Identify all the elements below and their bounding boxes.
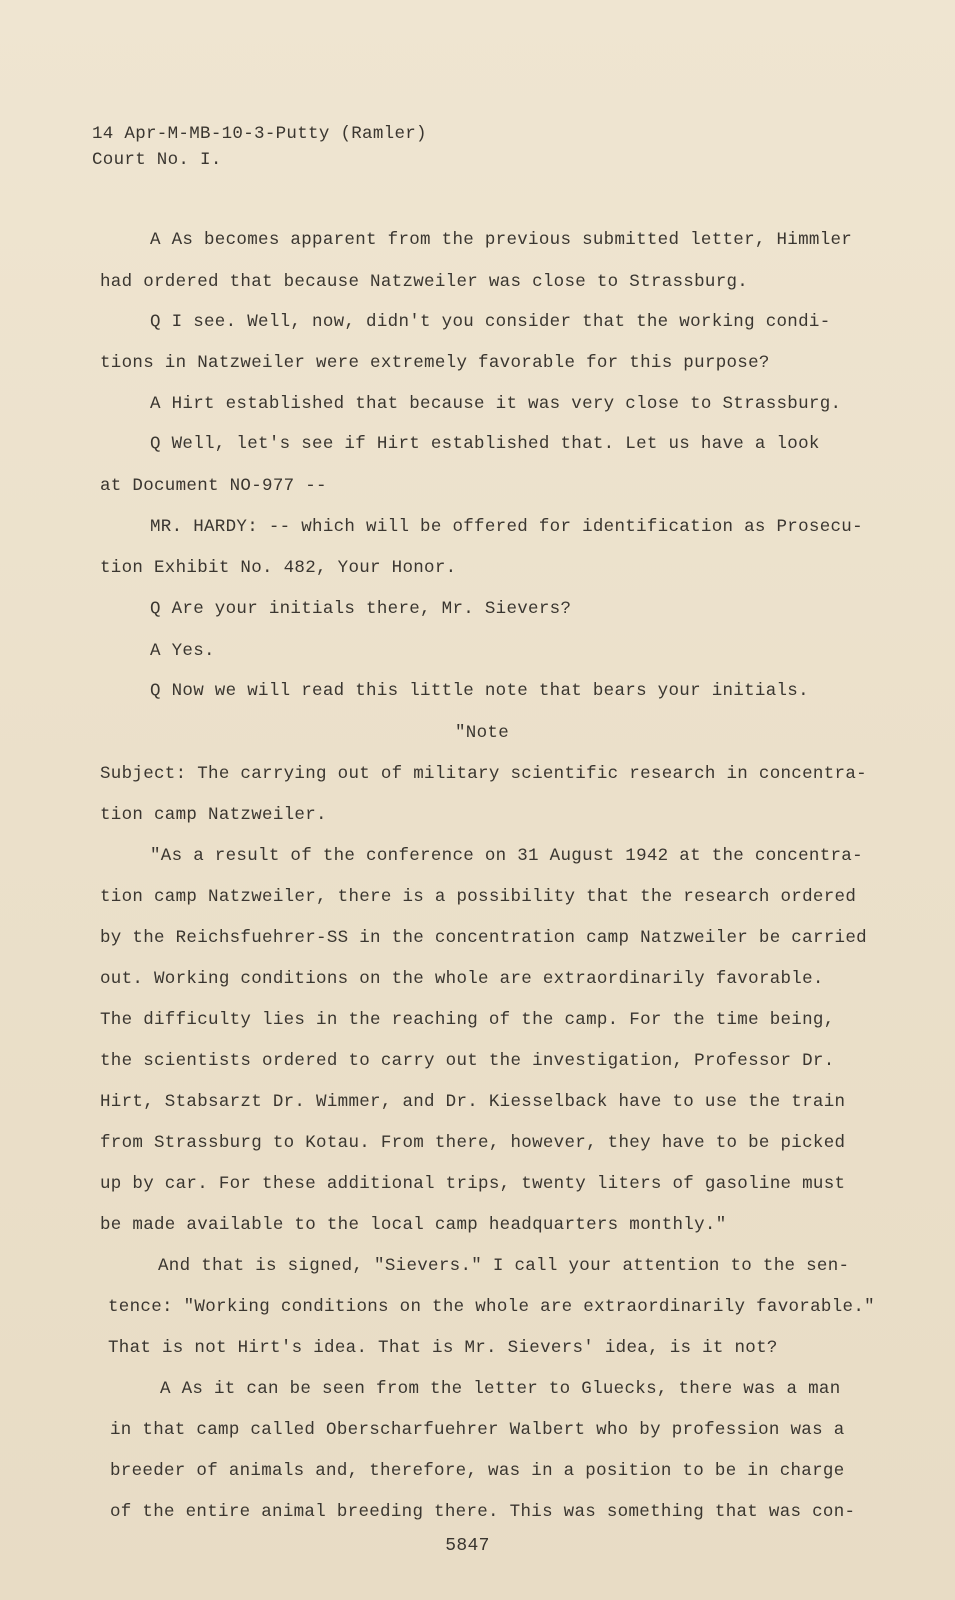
text-line: A Yes. <box>150 641 215 661</box>
text-line: the scientists ordered to carry out the investigation, Professor Dr. <box>100 1051 835 1071</box>
text-line: The difficulty lies in the reaching of the camp. For the time being, <box>100 1010 835 1030</box>
text-line: MR. HARDY: -- which will be offered for identification as Prosecu- <box>150 517 863 537</box>
text-line: tence: "Working conditions on the whole are extraordinarily favorable." <box>108 1297 875 1317</box>
text-line: be made available to the local camp headquarters monthly." <box>100 1215 727 1235</box>
text-line: up by car. For these additional trips, twenty liters of gasoline must <box>100 1174 846 1194</box>
text-line: And that is signed, "Sievers." I call your attention to the sen- <box>158 1256 850 1276</box>
text-line: A As becomes apparent from the previous submitted letter, Himmler <box>150 230 853 250</box>
text-line: That is not Hirt's idea. That is Mr. Sievers' idea, is it not? <box>108 1338 778 1358</box>
text-line: at Document NO-977 -- <box>100 476 327 496</box>
text-line: A Hirt established that because it was very close to Strassburg. <box>150 394 842 414</box>
text-line: out. Working conditions on the whole are extraordinarily favorable. <box>100 969 824 989</box>
note-heading: "Note <box>455 723 510 743</box>
header-line-2: Court No. I. <box>92 150 222 170</box>
text-line: from Strassburg to Kotau. From there, however, they have to be picked <box>100 1133 846 1153</box>
text-line: of the entire animal breeding there. This was something that was con- <box>110 1502 856 1522</box>
text-line: tions in Natzweiler were extremely favorable for this purpose? <box>100 353 770 373</box>
page-number: 5847 <box>445 1536 490 1556</box>
text-line: Subject: The carrying out of military scientific research in concentra- <box>100 764 867 784</box>
text-line: A As it can be seen from the letter to Gluecks, there was a man <box>160 1379 841 1399</box>
text-line: by the Reichsfuehrer-SS in the concentration camp Natzweiler be carried <box>100 928 867 948</box>
text-line: Q I see. Well, now, didn't you consider that the working condi- <box>150 312 831 332</box>
header-line-1: 14 Apr-M-MB-10-3-Putty (Ramler) <box>92 124 427 144</box>
text-line: had ordered that because Natzweiler was close to Strassburg. <box>100 272 749 292</box>
text-line: tion camp Natzweiler. <box>100 805 327 825</box>
text-line: Hirt, Stabsarzt Dr. Wimmer, and Dr. Kiesselback have to use the train <box>100 1092 846 1112</box>
text-line: "As a result of the conference on 31 August 1942 at the concentra- <box>150 846 863 866</box>
text-line: in that camp called Oberscharfuehrer Walbert who by profession was a <box>110 1420 845 1440</box>
text-line: breeder of animals and, therefore, was in a position to be in charge <box>110 1461 845 1481</box>
text-line: Q Are your initials there, Mr. Sievers? <box>150 599 572 619</box>
text-line: tion camp Natzweiler, there is a possibility that the research ordered <box>100 887 857 907</box>
text-line: Q Now we will read this little note that bears your initials. <box>150 681 809 701</box>
text-line: Q Well, let's see if Hirt established that. Let us have a look <box>150 434 820 454</box>
text-line: tion Exhibit No. 482, Your Honor. <box>100 558 457 578</box>
